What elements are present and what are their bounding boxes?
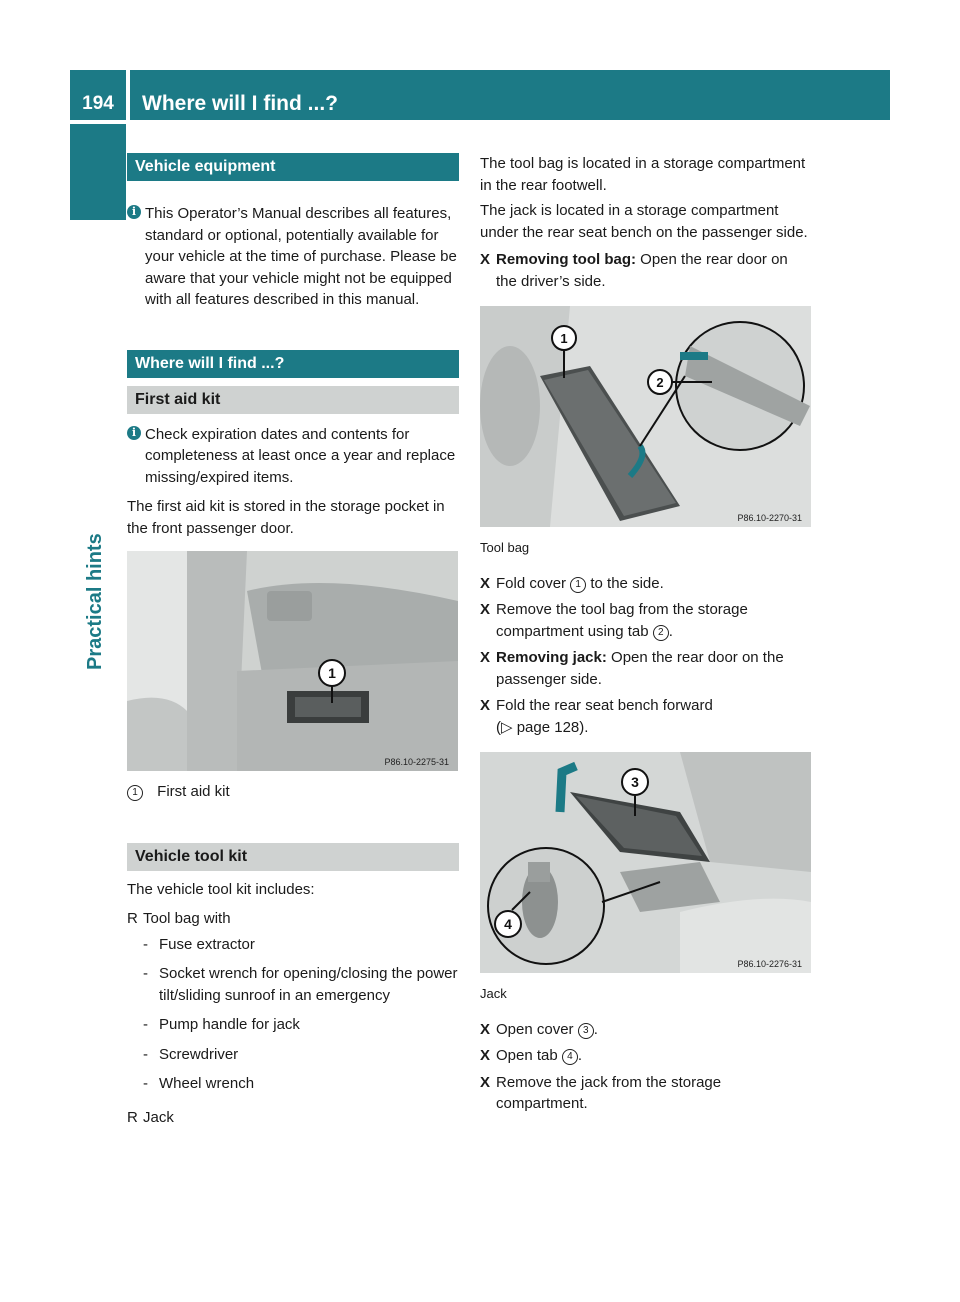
side-tab-marker <box>70 124 126 220</box>
vehicle-equipment-note <box>127 203 459 311</box>
first-aid-note <box>127 424 459 489</box>
first-aid-photo <box>127 551 458 771</box>
step-remove-jack <box>480 1072 812 1115</box>
step-text: Open the rear door on the driver’s side. <box>496 251 788 290</box>
step-text: Open cover <box>496 1020 578 1038</box>
step-bold: Removing tool bag: <box>496 251 636 268</box>
step-remove-tool-bag <box>480 599 812 642</box>
sub-list-item <box>127 963 459 1006</box>
step-icon: X <box>480 1073 491 1091</box>
step-open-tab <box>480 1045 812 1067</box>
tool-bag-photo-illustration <box>480 306 811 527</box>
first-aid-legend <box>127 781 459 803</box>
sub-list-item-text: Wheel wrench <box>159 1075 255 1092</box>
sub-list-item <box>127 1073 459 1095</box>
step-icon: X <box>480 1047 491 1064</box>
jack-callout-4: 4 <box>504 916 512 932</box>
step-text: Open the rear door on the passenger side. <box>496 649 784 688</box>
first-aid-note-text: Check expiration dates and contents for completeness at least once a year and replace missing/expired items. <box>145 425 456 486</box>
tool-bag-photo-code: P86.10-2270-31 <box>737 513 802 523</box>
step-open-cover <box>480 1019 812 1041</box>
page-title: Where will I find ...? <box>130 70 890 120</box>
sub-list-item-text: Socket wrench for opening/closing the power tilt/sliding sunroof in an emergency <box>159 965 458 1004</box>
step-text: to the side. <box>586 574 664 592</box>
callout-number: 3 <box>578 1023 594 1039</box>
step-text: Open tab <box>496 1047 562 1064</box>
jack-photo-illustration <box>480 752 811 973</box>
first-aid-callout: 1 <box>328 665 336 681</box>
page-reference-link[interactable]: (▷ page 128). <box>496 718 589 736</box>
tool-bag-callout-1: 1 <box>560 331 568 346</box>
side-label <box>84 470 114 670</box>
vehicle-equipment-note-text: This Operator’s Manual describes all features, standard or optional, potentially available for your vehicle at the time of purchase. Please be aware that your vehicle might not be equipped with all features described in this manual. <box>145 205 457 308</box>
legend-text: First aid kit <box>157 783 230 800</box>
step-text: . <box>668 622 673 640</box>
info-icon: i <box>127 426 141 440</box>
sub-list-item <box>127 1014 459 1036</box>
side-label-text: Practical hints <box>84 533 106 670</box>
dash-glyph: - <box>143 935 148 953</box>
callout-number: 2 <box>653 625 669 641</box>
vehicle-equipment-heading: Vehicle equipment <box>127 153 459 181</box>
info-icon: i <box>127 205 141 219</box>
list-item <box>127 1107 459 1129</box>
sub-list-item <box>127 1044 459 1066</box>
list-item <box>127 908 459 930</box>
tool-bag-caption: Tool bag <box>480 540 530 555</box>
step-text: . <box>593 1020 598 1038</box>
list-item-text: Jack <box>143 1108 174 1126</box>
jack-location-text: The jack is located in a storage compartment under the rear seat bench on the passenger side. <box>480 202 808 241</box>
tool-kit-intro: The vehicle tool kit includes: <box>127 880 315 898</box>
step-icon: X <box>480 601 491 618</box>
sub-list-item-text: Screwdriver <box>159 1045 239 1063</box>
left-column <box>127 153 459 1128</box>
step-removing-jack <box>480 647 812 690</box>
jack-photo-code: P86.10-2276-31 <box>737 959 802 969</box>
jack-callout-3: 3 <box>631 774 639 790</box>
step-text: Remove the jack from the storage compartment. <box>496 1073 722 1112</box>
right-column <box>480 153 812 1115</box>
step-bold: Removing jack: <box>496 649 607 666</box>
list-item-text: Tool bag with <box>143 910 231 927</box>
jack-caption: Jack <box>480 986 507 1001</box>
jack-photo <box>480 752 811 973</box>
bullet-glyph: R <box>127 1108 138 1126</box>
step-icon: X <box>480 697 491 714</box>
step-icon: X <box>480 574 491 592</box>
bullet-glyph: R <box>127 910 138 927</box>
step-icon: X <box>480 649 491 666</box>
page-number: 194 <box>70 70 126 120</box>
dash-glyph: - <box>143 1045 148 1063</box>
first-aid-photo-code: P86.10-2275-31 <box>384 757 449 767</box>
tool-bag-photo <box>480 306 811 527</box>
callout-number: 1 <box>570 577 586 593</box>
step-text: Fold cover <box>496 574 571 592</box>
first-aid-heading: First aid kit <box>127 386 459 414</box>
step-fold-seat <box>480 695 812 738</box>
dash-glyph: - <box>143 1075 148 1092</box>
step-text: . <box>577 1047 583 1064</box>
where-heading: Where will I find ...? <box>127 350 459 378</box>
legend-number: 1 <box>127 785 143 801</box>
step-icon: X <box>480 251 491 268</box>
sub-list-item-text: Pump handle for jack <box>159 1016 300 1033</box>
tool-kit-heading: Vehicle tool kit <box>127 843 459 871</box>
first-aid-photo-illustration <box>127 551 458 771</box>
dash-glyph: - <box>143 965 148 982</box>
step-fold-cover <box>480 573 812 595</box>
sub-list-item-text: Fuse extractor <box>159 935 255 953</box>
callout-number: 4 <box>562 1049 578 1065</box>
step-removing-tool-bag <box>480 249 812 292</box>
sub-list-item <box>127 934 459 956</box>
step-text: Fold the rear seat bench forward <box>496 697 713 714</box>
tool-bag-callout-2: 2 <box>656 375 664 390</box>
step-text: Remove the tool bag from the storage compartment using tab <box>496 601 748 640</box>
tool-bag-location-text: The tool bag is located in a storage compartment in the rear footwell. <box>480 155 806 194</box>
first-aid-location-text: The first aid kit is stored in the storage pocket in the front passenger door. <box>127 498 445 537</box>
step-icon: X <box>480 1020 491 1038</box>
dash-glyph: - <box>143 1016 148 1033</box>
